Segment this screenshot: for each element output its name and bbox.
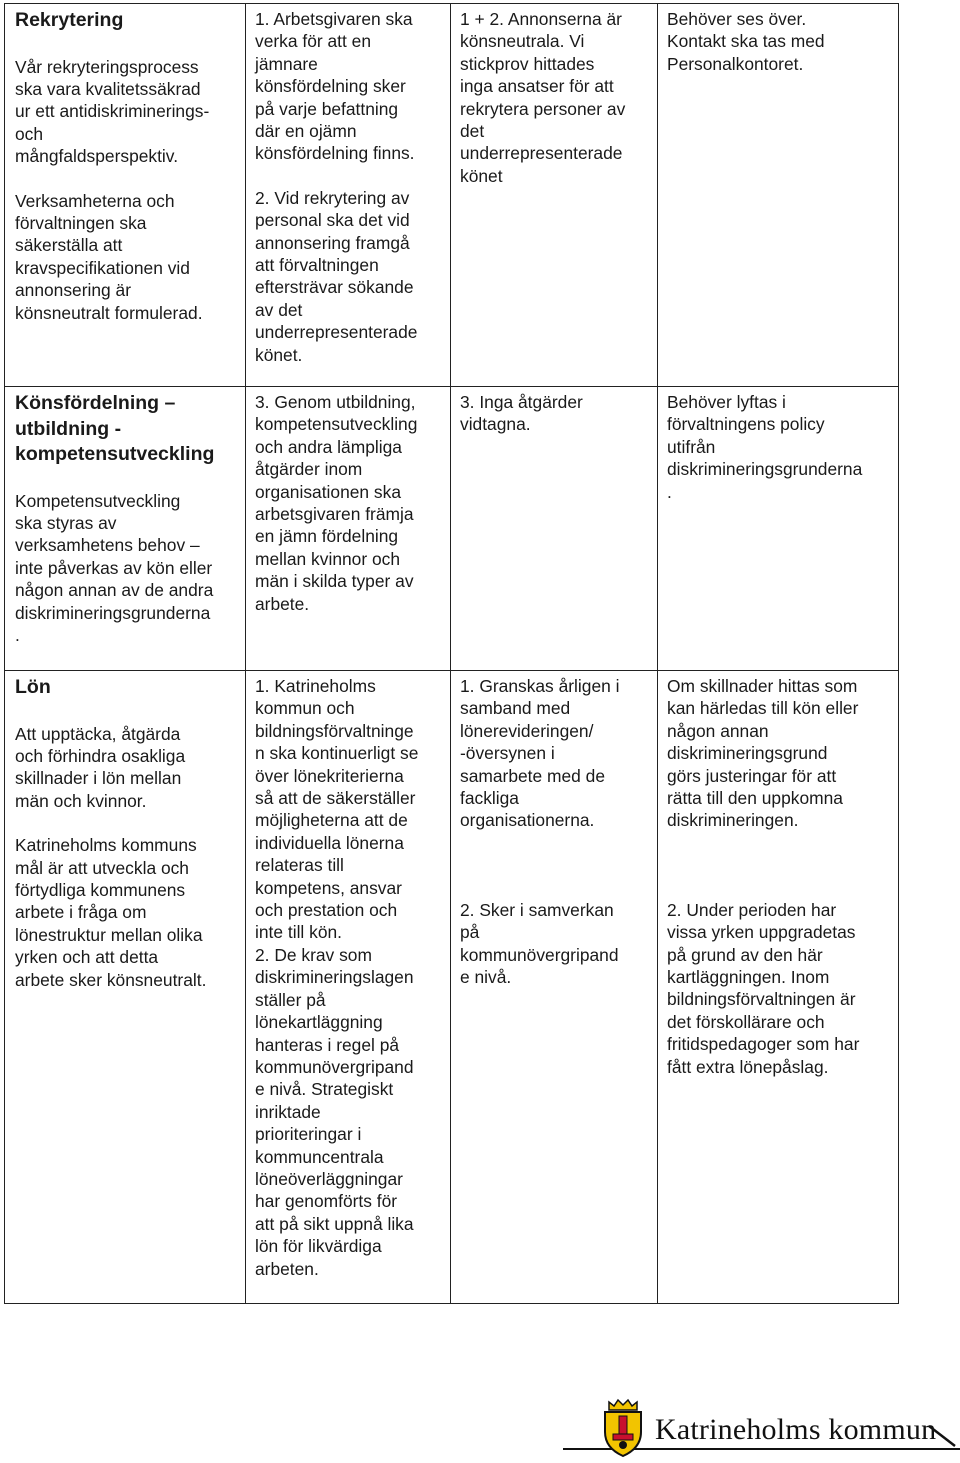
measure-cell — [246, 4, 451, 387]
measure-cell — [246, 671, 451, 1304]
municipality-crest-icon — [595, 1398, 651, 1458]
measure-text: 3. Genom utbildning, kompetensutveckling och andra lämpliga åtgärder inom organisationen ska arbetsgivaren främja en jämn fördelning mellan kvinnor och män i skilda typer av arbete. — [255, 392, 418, 614]
topic-heading: Lön — [15, 676, 51, 698]
table-row-konsfordelning — [5, 387, 899, 671]
measure-text: 1. Arbetsgivaren ska verka för att en jämnare könsfördelning sker på varje befattning där en ojämn könsfördelning finns. — [255, 9, 415, 164]
table-row-rekrytering — [5, 4, 899, 387]
result-text: 1 + 2. Annonserna är könsneutrala. Vi stickprov hittades inga ansatser för att rekrytera personer av det underrepresenterade könet — [460, 9, 626, 186]
topic-paragraph: Katrineholms kommuns mål är att utveckla och förtydliga kommunens arbete i fråga om lönestruktur mellan olika yrken och att detta arbete sker könsneutralt. — [15, 835, 207, 990]
result-text: 2. Sker i samverkan på kommunövergripand e nivå. — [460, 899, 619, 988]
result-text: 1. Granskas årligen i samband med lönerevideringen/ -översynen i samarbete med de fackliga organisationerna. — [460, 676, 620, 831]
topic-paragraph: Verksamheterna och förvaltningen ska säkerställa att kravspecifikationen vid annonsering är könsneutralt formulerad. — [15, 190, 203, 323]
measure-cell — [246, 387, 451, 671]
comment-cell — [658, 4, 899, 387]
result-cell — [451, 4, 658, 387]
comment-cell — [658, 387, 899, 671]
measure-text: 1. Katrineholms kommun och bildningsförvaltninge n ska kontinuerligt se över lönekriterierna så att de säkerställer möjligheterna att de individuella lönerna relateras till kompetens, ansvar och prestation och inte till kön. 2. De krav som diskrimineringslagen ställer på lönekartläggning hanteras i regel på kommunövergripand e nivå. Strategiskt inriktade prioriteringar i kommuncentrala löneöverläggningar har genomförts för att på sikt uppnå lika lön för likvärdiga arbeten. — [255, 676, 419, 1279]
topic-paragraph: Kompetensutveckling ska styras av verksamhetens behov – inte påverkas av kön eller någon annan av de andra diskrimineringsgrunderna . — [15, 490, 214, 645]
comment-cell — [658, 671, 899, 1304]
topic-paragraph: Vår rekryteringsprocess ska vara kvalitetssäkrad ur ett antidiskriminerings- och mångfaldsperspektiv. — [15, 56, 210, 167]
result-cell — [451, 387, 658, 671]
comment-text: 2. Under perioden har vissa yrken uppgradetas på grund av den här kartläggningen. Inom bildningsförvaltningen är det förskollärare och fritidspedagoger som har fått extra lönepåslag. — [667, 899, 860, 1077]
comment-text: Om skillnader hittas som kan härledas till kön eller någon annan diskrimineringsgrund görs justeringar för att rätta till den uppkomna diskrimineringen. — [667, 676, 859, 831]
comment-text: Behöver lyftas i förvaltningens policy utifrån diskrimineringsgrunderna . — [667, 392, 863, 502]
result-cell — [451, 671, 658, 1304]
topic-paragraph: Att upptäcka, åtgärda och förhindra osakliga skillnader i lön mellan män och kvinnor. — [15, 723, 186, 811]
topic-cell — [5, 387, 246, 671]
policy-table — [4, 3, 899, 1304]
topic-heading: Rekrytering — [15, 9, 124, 31]
brand-name: Katrineholms kommun — [655, 1413, 937, 1446]
result-text: 3. Inga åtgärder vidtagna. — [460, 392, 583, 435]
measure-text: 2. Vid rekrytering av personal ska det vid annonsering framgå att förvaltningen eftersträvar sökande av det underrepresenterade könet. — [255, 187, 418, 365]
table-row-lon — [5, 671, 899, 1304]
topic-cell — [5, 671, 246, 1304]
footer — [563, 1398, 960, 1463]
topic-heading: Könsfördelning – utbildning - kompetensutveckling — [15, 392, 215, 465]
brand-swoosh-icon — [927, 1424, 957, 1448]
comment-text: Behöver ses över. Kontakt ska tas med Personalkontoret. — [667, 9, 825, 74]
topic-cell — [5, 4, 246, 387]
